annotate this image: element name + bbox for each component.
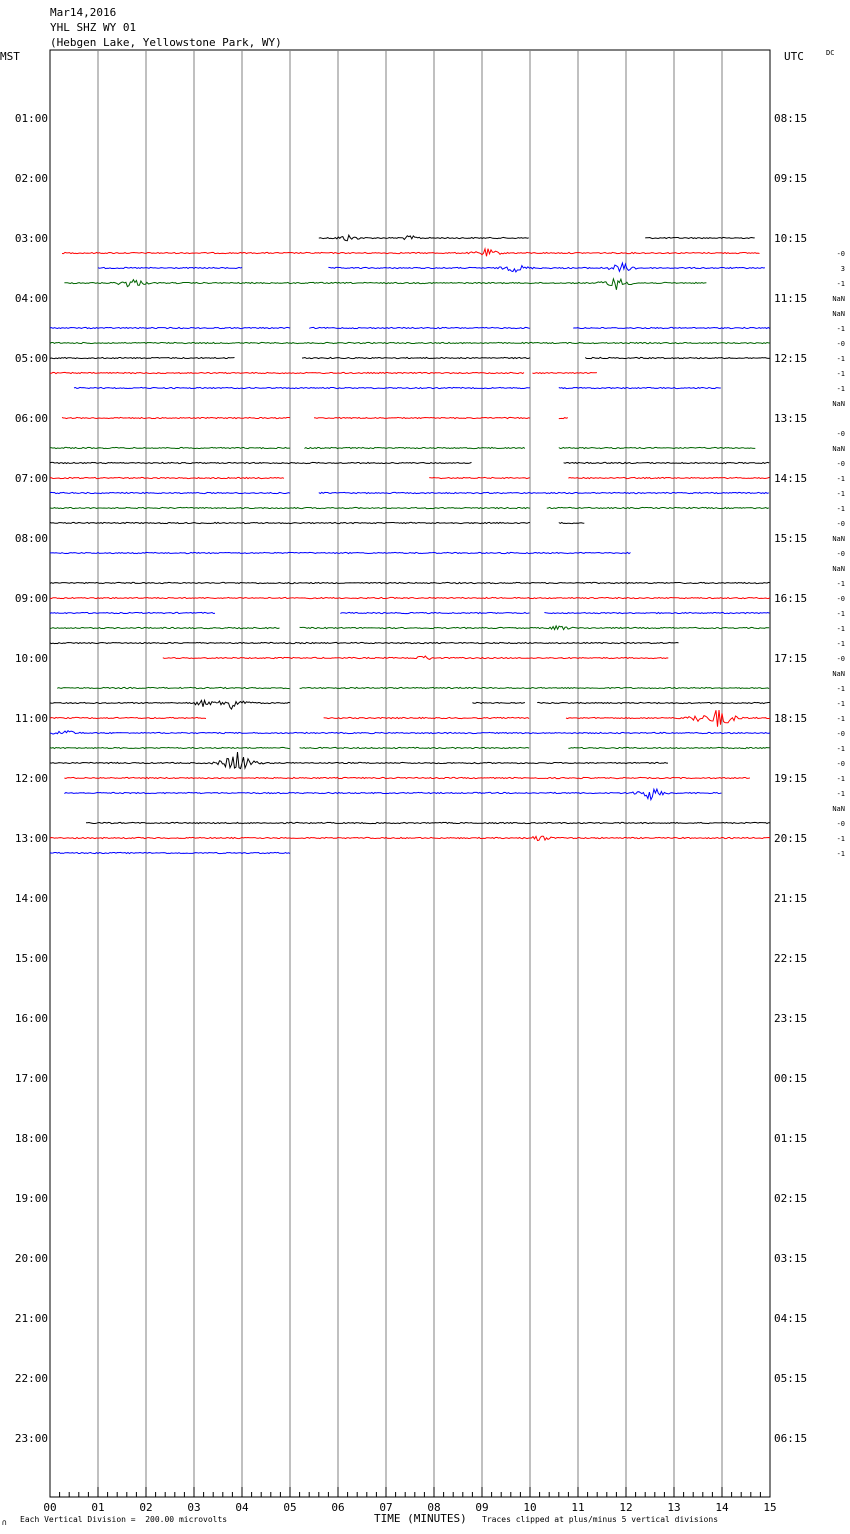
trace-value-label: -0 [836,595,845,603]
trace-line [50,447,290,448]
right-hour-label: 11:15 [774,292,808,305]
x-tick-label: 08 [427,1501,441,1514]
trace-value-label: NaN [832,670,845,678]
trace-line [566,710,770,727]
trace-value-label: NaN [832,565,845,573]
right-hour-label: 17:15 [774,652,808,665]
trace-value-label: -1 [836,835,845,843]
left-hour-label: 20:00 [14,1252,48,1265]
trace-line [559,523,585,524]
trace-line [568,477,769,478]
trace-value-label: -1 [836,355,845,363]
x-tick-label: 09 [475,1501,489,1514]
trace-line [50,731,770,734]
left-timezone-label: MST [0,50,20,63]
trace-value-label: -1 [836,625,845,633]
trace-value-label: -1 [836,505,845,513]
left-hour-label: 11:00 [14,712,48,725]
trace-line [50,597,770,598]
x-tick-label: 04 [235,1501,249,1514]
right-timezone-label: UTC [784,50,804,63]
trace-value-label: -1 [836,745,845,753]
right-hour-label: 06:15 [774,1432,808,1445]
left-hour-label: 16:00 [14,1012,48,1025]
trace-line [304,447,525,448]
trace-line [559,387,721,388]
right-hour-label: 20:15 [774,832,808,845]
right-hour-label: 09:15 [774,172,808,185]
trace-line [50,752,668,769]
trace-line [62,417,290,418]
chart-date: Mar14,2016 [50,6,117,19]
x-tick-label: 11 [571,1501,585,1514]
footer-mark: ∩ [2,1518,7,1527]
trace-line [324,717,529,718]
trace-line [50,492,290,493]
trace-value-label: -0 [836,340,845,348]
right-hour-label: 08:15 [774,112,808,125]
trace-line [64,777,750,778]
right-hour-label: 18:15 [774,712,808,725]
x-tick-label: 00 [43,1501,57,1514]
left-hour-label: 23:00 [14,1432,48,1445]
trace-line [559,418,568,419]
trace-line [309,327,530,328]
trace-line [50,507,530,508]
right-hour-label: 19:15 [774,772,808,785]
trace-line [50,342,770,343]
right-hour-label: 16:15 [774,592,808,605]
trace-value-label: -1 [836,850,845,858]
right-hour-label: 13:15 [774,412,808,425]
trace-line [64,279,706,290]
left-hour-label: 10:00 [14,652,48,665]
dc-label: DC [826,49,835,57]
trace-line [64,789,721,800]
trace-line [50,372,524,373]
right-hour-label: 14:15 [774,472,808,485]
trace-line [645,237,755,238]
left-hour-label: 13:00 [14,832,48,845]
trace-value-label: -0 [836,430,845,438]
right-hour-label: 22:15 [774,952,808,965]
left-hour-label: 12:00 [14,772,48,785]
trace-line [50,357,235,358]
trace-value-label: NaN [832,310,845,318]
trace-value-label: -1 [836,580,845,588]
trace-value-label: -1 [836,475,845,483]
x-tick-label: 13 [667,1501,681,1514]
trace-line [568,747,769,748]
trace-line [319,235,529,241]
chart-station: YHL SHZ WY 01 [50,21,137,34]
right-hour-label: 01:15 [774,1132,808,1145]
trace-line [50,627,280,628]
x-axis-title: TIME (MINUTES) [374,1512,467,1525]
trace-value-label: -1 [836,490,845,498]
scale-note: Each Vertical Division = 200.00 microvolts [20,1515,228,1524]
trace-value-label: -0 [836,820,845,828]
trace-line [564,462,770,463]
left-hour-label: 02:00 [14,172,48,185]
trace-value-label: -0 [836,655,845,663]
trace-line [50,717,206,718]
x-tick-label: 01 [91,1501,105,1514]
trace-value-label: -1 [836,370,845,378]
trace-line [50,327,290,328]
right-hour-label: 23:15 [774,1012,808,1025]
right-hour-label: 04:15 [774,1312,808,1325]
left-hour-label: 18:00 [14,1132,48,1145]
trace-value-label: -0 [836,760,845,768]
x-tick-label: 03 [187,1501,201,1514]
trace-value-label: NaN [832,400,845,408]
right-hour-label: 12:15 [774,352,808,365]
trace-value-label: NaN [832,805,845,813]
left-hour-label: 15:00 [14,952,48,965]
trace-line [50,462,472,463]
right-hour-label: 21:15 [774,892,808,905]
trace-line [50,477,284,478]
trace-line [50,582,770,583]
trace-line [472,702,525,703]
x-tick-label: 07 [379,1501,393,1514]
trace-value-label: 3 [840,265,845,273]
trace-value-label: -1 [836,715,845,723]
trace-line [57,687,290,688]
left-hour-label: 04:00 [14,292,48,305]
trace-line [50,700,290,709]
trace-value-label: NaN [832,295,845,303]
trace-value-label: -1 [836,325,845,333]
trace-line [163,656,669,659]
trace-line [50,836,770,840]
trace-value-label: -1 [836,610,845,618]
trace-line [537,702,770,703]
trace-line [50,852,290,853]
trace-value-label: -1 [836,775,845,783]
left-hour-label: 14:00 [14,892,48,905]
trace-line [544,612,769,613]
trace-value-label: -0 [836,520,845,528]
x-tick-label: 05 [283,1501,297,1514]
trace-value-label: -0 [836,250,845,258]
trace-value-label: -1 [836,280,845,288]
trace-line [302,357,530,358]
x-tick-label: 06 [331,1501,345,1514]
left-hour-label: 22:00 [14,1372,48,1385]
trace-line [532,373,597,374]
x-tick-label: 02 [139,1501,153,1514]
right-hour-label: 00:15 [774,1072,808,1085]
left-hour-label: 07:00 [14,472,48,485]
trace-line [50,612,215,613]
trace-line [86,822,770,823]
right-hour-label: 03:15 [774,1252,808,1265]
clip-note: Traces clipped at plus/minus 5 vertical divisions [482,1515,719,1524]
right-hour-label: 05:15 [774,1372,808,1385]
trace-value-label: -1 [836,640,845,648]
trace-line [314,417,530,418]
trace-line [328,263,765,272]
trace-line [50,642,679,643]
x-tick-label: 12 [619,1501,633,1514]
trace-value-label: -1 [836,385,845,393]
trace-line [300,626,769,630]
trace-line [340,612,529,613]
trace-value-label: -0 [836,730,845,738]
trace-line [74,387,530,388]
trace-value-label: -0 [836,550,845,558]
trace-line [300,747,529,748]
trace-line [547,507,769,508]
left-hour-label: 09:00 [14,592,48,605]
trace-line [50,552,631,553]
trace-line [585,357,770,358]
trace-value-label: -1 [836,685,845,693]
x-tick-label: 15 [763,1501,777,1514]
left-hour-label: 21:00 [14,1312,48,1325]
left-hour-label: 01:00 [14,112,48,125]
trace-value-label: -0 [836,460,845,468]
trace-line [559,447,756,448]
trace-value-label: NaN [832,445,845,453]
left-hour-label: 05:00 [14,352,48,365]
trace-line [429,477,530,478]
left-hour-label: 06:00 [14,412,48,425]
left-hour-label: 17:00 [14,1072,48,1085]
trace-line [98,267,242,268]
plot-frame [50,50,770,1497]
right-hour-label: 02:15 [774,1192,808,1205]
chart-location: (Hebgen Lake, Yellowstone Park, WY) [50,36,282,49]
trace-line [62,249,760,257]
right-hour-label: 15:15 [774,532,808,545]
x-tick-label: 14 [715,1501,729,1514]
left-hour-label: 19:00 [14,1192,48,1205]
right-hour-label: 10:15 [774,232,808,245]
trace-line [573,327,770,328]
x-tick-label: 10 [523,1501,537,1514]
left-hour-label: 03:00 [14,232,48,245]
trace-line [50,747,290,748]
trace-line [300,687,769,688]
left-hour-label: 08:00 [14,532,48,545]
trace-value-label: NaN [832,535,845,543]
trace-value-label: -1 [836,790,845,798]
trace-value-label: -1 [836,700,845,708]
